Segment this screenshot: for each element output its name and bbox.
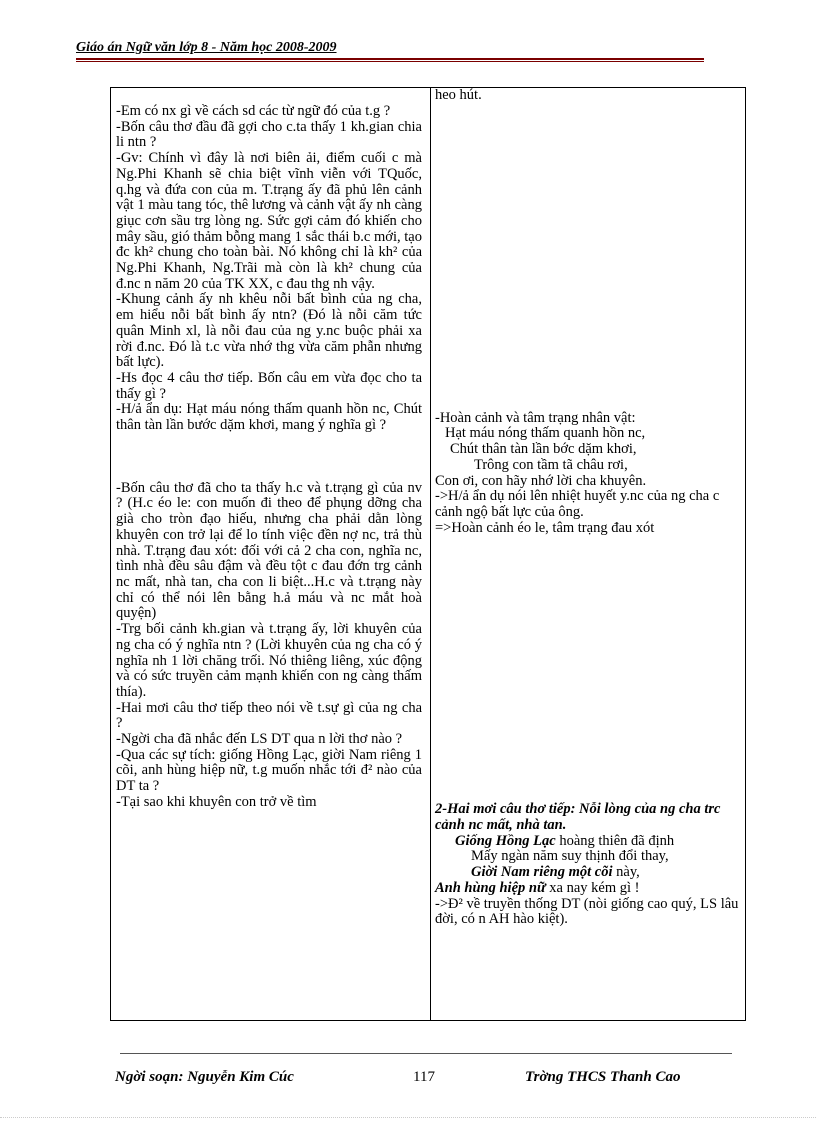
- left-paragraph: -H/ả ẩn dụ: Hạt máu nóng thấm quanh hồn nc, Chút thân tàn lần bước dặm khơi, mang ý nghĩa gì ?: [116, 401, 422, 434]
- poem-line: Con ơi, con hãy nhớ lời cha khuyên.: [435, 472, 647, 489]
- poem-emphasis: Giời Nam riêng một cõi: [471, 864, 613, 881]
- left-paragraph: -Tại sao khi khuyên con trở về tìm: [116, 793, 317, 810]
- footer-school: Trờng THCS Thanh Cao: [525, 1069, 681, 1085]
- poem-line: Hạt máu nóng thấm quanh hồn nc,: [445, 425, 646, 442]
- footer-rule: [120, 1053, 732, 1054]
- left-paragraph: -Khung cảnh ấy nh khêu nỗi bất bình của ng cha, em hiểu nỗi bất bình ấy ntn? (Đó là nỗi căm tức quân Minh xl, là nỗi đau của ng y.nc buộc phải xa rời đ.nc. Đó là t.c vừa nhớ thg vừa căm phẫn nhưng bất lực).: [116, 291, 422, 371]
- left-paragraph: -Bốn câu thơ đã cho ta thấy h.c và t.trạng gì của nv ? (H.c éo le: con muốn đi theo để phụng dỡng cha già cho tròn đạo hiếu, nhưng cha phải dằn lòng khuyên con trở lại để lo tính việc đền nợ nc, trả thù nhà. T.trạng đau xót: đối với cả 2 cha con, nghĩa nc, tình nhà đều sâu đậm và đều tột c đau đớn trg cảnh nc mất, nhà tan, cha con li biệt...H.c và t.trạng này chỉ có thể nói lên bằng h.ả máu và nc mắt hoà quyện): [116, 479, 422, 622]
- header-rule: [76, 58, 704, 60]
- poem-text: xa nay kém gì !: [545, 879, 640, 896]
- section-1-title: -Hoàn cảnh và tâm trạng nhân vật:: [435, 409, 636, 426]
- footer-author: Ngời soạn: Nguyễn Kim Cúc: [115, 1069, 294, 1085]
- poem-text: này,: [612, 864, 640, 881]
- page-number: 117: [413, 1069, 435, 1085]
- header-title: Giáo án Ngữ văn lớp 8 - Năm học 2008-2009: [76, 40, 337, 55]
- left-paragraph: -Bốn câu thơ đầu đã gợi cho c.ta thấy 1 kh.gian chia li ntn ?: [116, 118, 422, 151]
- header-rule-thin: [76, 61, 704, 62]
- poem-line: Chút thân tàn lần bớc dặm khơi,: [450, 441, 637, 458]
- poem-text: hoàng thiên đã định: [555, 832, 675, 849]
- column-divider: [430, 88, 431, 1020]
- left-paragraph: -Hs đọc 4 câu thơ tiếp. Bốn câu em vừa đọc cho ta thấy gì ?: [116, 369, 422, 402]
- left-paragraph: -Hai mơi câu thơ tiếp theo nói về t.sự gì của ng cha ?: [116, 699, 422, 732]
- lesson-table: [110, 87, 746, 1021]
- right-note: =>Hoàn cảnh éo le, tâm trạng đau xót: [435, 519, 655, 536]
- left-paragraph: -Em có nx gì về cách sd các từ ngữ đó của t.g ?: [116, 103, 391, 119]
- poem-emphasis: Anh hùng hiệp nữ: [435, 879, 546, 896]
- right-text: heo hút.: [435, 87, 482, 103]
- page-edge: [0, 1117, 816, 1118]
- left-paragraph: -Trg bối cảnh kh.gian và t.trạng ấy, lời khuyên của ng cha có ý nghĩa ntn ? (Lời khuyên của ng cha có ý nghĩa nh 1 lời chăng trối. Nó thiêng liêng, xúc động và có sức truyền cảm mạnh khiến con ng càng thấm thía).: [116, 621, 422, 700]
- poem-line: Mấy ngàn năm suy thịnh đổi thay,: [471, 848, 669, 865]
- section-2-title: 2-Hai mơi câu thơ tiếp: Nỗi lòng của ng cha trc cảnh nc mất, nhà tan.: [435, 801, 721, 834]
- left-paragraph: -Qua các sự tích: giống Hồng Lạc, giời Nam riêng 1 cõi, anh hùng hiệp nữ, t.g muốn nhắc tới đ² nào của DT ta ?: [116, 746, 422, 795]
- poem-line: [435, 834, 740, 850]
- poem-line: [435, 881, 740, 897]
- content-column: [435, 88, 740, 928]
- left-paragraph: -Ngời cha đã nhắc đến LS DT qua n lời thơ nào ?: [116, 731, 403, 748]
- left-paragraph: -Gv: Chính vì đây là nơi biên ải, điểm cuối c mà Ng.Phi Khanh sẽ chia biệt vĩnh viễn với TQuốc, q.hg và đứa con của m. T.trạng ấy đã phủ lên cảnh vật 1 màu tang tóc, thê lương và cảnh vật ấy nh càng giục cơn sầu trg lòng ng. Sức gợi cảm đó khiến cho mây sầu, gió thảm bỗng mang 1 sắc thái b.c mới, tạo đc kh² chung cho toàn bài. Nó không chỉ là kh² của Ng.Phi Khanh, Ng.Trãi mà còn là kh² chung của đ.nc n năm 20 của TK XX, c đau thg nh vậy.: [116, 150, 422, 292]
- teacher-activity-column: [116, 88, 422, 811]
- poem-emphasis: Giống Hồng Lạc: [455, 832, 556, 849]
- poem-line: Trông con tầm tã châu rơi,: [474, 456, 628, 473]
- right-note: ->H/ả ẩn dụ nói lên nhiệt huyết y.nc của ng cha c cảnh ngộ bất lực của ông.: [435, 488, 720, 520]
- poem-line: [435, 865, 740, 881]
- page-header: [76, 40, 706, 56]
- right-note: ->Đ² về truyền thống DT (nòi giống cao quý, LS lâu đời, có n AH hào kiệt).: [435, 895, 739, 928]
